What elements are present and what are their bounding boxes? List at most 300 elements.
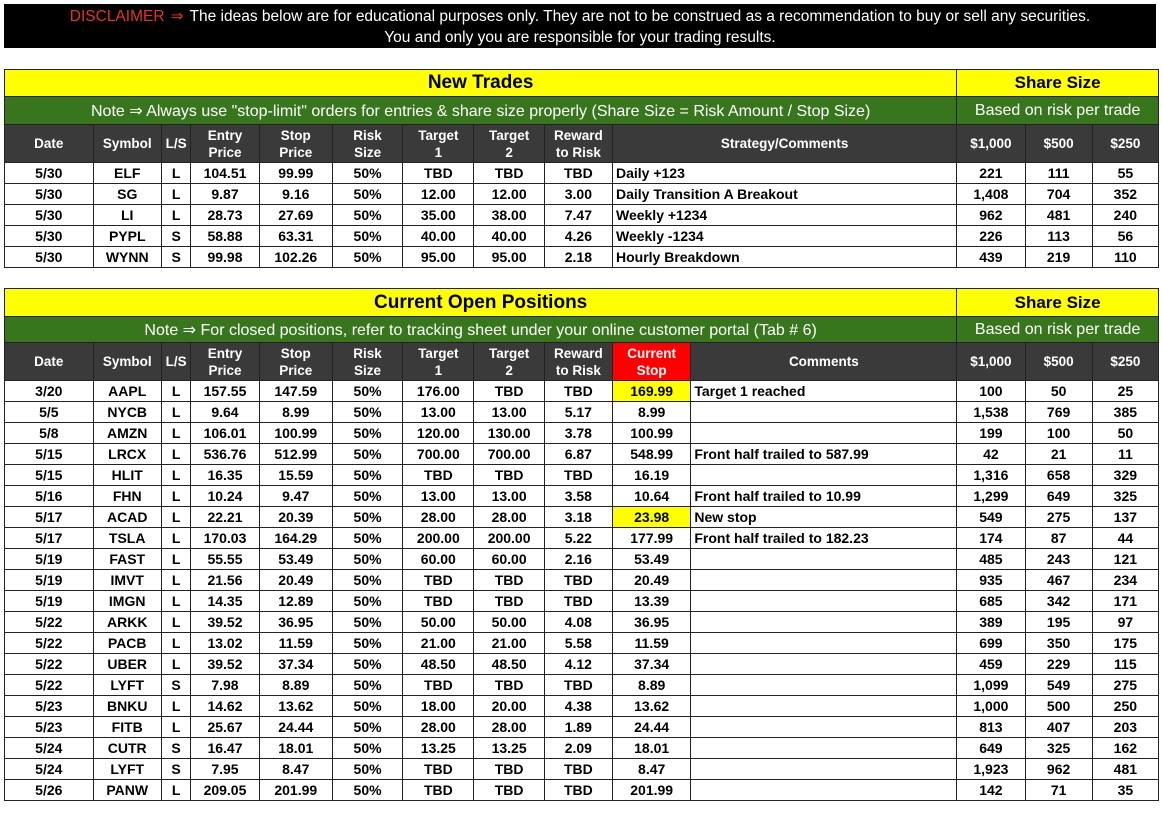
open-positions-body — [5, 381, 1159, 801]
cell-target-2: 50.00 — [474, 612, 544, 633]
cell-target-2: 40.00 — [474, 226, 544, 247]
table-row — [5, 717, 1159, 738]
disclaimer-banner — [4, 4, 1156, 48]
cell-target-2: 21.00 — [474, 633, 544, 654]
cell-target-1: 13.00 — [403, 486, 474, 507]
cell-share-1000: 459 — [957, 654, 1025, 675]
header-target-1: Target 1 — [403, 125, 474, 163]
cell-risk-size: 50% — [332, 184, 402, 205]
cell-entry-price: 39.52 — [191, 654, 259, 675]
cell-share-250: 250 — [1092, 696, 1158, 717]
cell-risk-size: 50% — [332, 205, 402, 226]
table-row — [5, 675, 1159, 696]
cell-reward-to-risk: TBD — [544, 163, 612, 184]
cell-date: 5/22 — [5, 654, 94, 675]
cell-share-1000: 1,538 — [957, 402, 1025, 423]
cell-reward-to-risk: 5.22 — [544, 528, 612, 549]
new-trades-risk-note: Based on risk per trade — [957, 97, 1159, 125]
cell-current-stop: 10.64 — [612, 486, 690, 507]
cell-current-stop: 16.19 — [612, 465, 690, 486]
cell-share-500: 87 — [1025, 528, 1092, 549]
cell-target-1: TBD — [403, 675, 474, 696]
cell-share-500: 769 — [1025, 402, 1092, 423]
cell-stop-price: 20.39 — [259, 507, 332, 528]
cell-entry-price: 157.55 — [191, 381, 259, 402]
cell-share-250: 481 — [1092, 759, 1158, 780]
cell-current-stop: 548.99 — [612, 444, 690, 465]
cell-symbol: BNKU — [93, 696, 161, 717]
cell-ls: S — [161, 759, 191, 780]
header-risk-size: Risk Size — [332, 343, 402, 381]
cell-comments — [691, 570, 957, 591]
header-target-2: Target 2 — [474, 343, 544, 381]
cell-share-250: 352 — [1092, 184, 1158, 205]
cell-comments: Target 1 reached — [691, 381, 957, 402]
cell-date: 5/22 — [5, 675, 94, 696]
cell-entry-price: 22.21 — [191, 507, 259, 528]
new-trades-title: New Trades — [5, 70, 957, 97]
cell-target-1: 60.00 — [403, 549, 474, 570]
cell-target-2: 48.50 — [474, 654, 544, 675]
cell-entry-price: 536.76 — [191, 444, 259, 465]
cell-current-stop: 201.99 — [612, 780, 690, 801]
cell-symbol: AAPL — [93, 381, 161, 402]
cell-symbol: WYNN — [93, 247, 161, 268]
cell-entry-price: 13.02 — [191, 633, 259, 654]
cell-entry-price: 16.47 — [191, 738, 259, 759]
disclaimer-text-1: The ideas below are for educational purposes only. They are not to be construed as a recommendation to buy or sell any securities. — [189, 8, 1091, 25]
cell-share-1000: 685 — [957, 591, 1025, 612]
open-positions-title: Current Open Positions — [5, 289, 957, 317]
header-comments: Strategy/Comments — [612, 125, 956, 163]
cell-current-stop: 11.59 — [612, 633, 690, 654]
cell-share-250: 385 — [1092, 402, 1158, 423]
cell-date: 5/22 — [5, 633, 94, 654]
cell-stop-price: 100.99 — [259, 423, 332, 444]
cell-comments — [691, 738, 957, 759]
header-reward-to-risk: Reward to Risk — [544, 343, 612, 381]
cell-share-1000: 1,923 — [957, 759, 1025, 780]
cell-symbol: PANW — [93, 780, 161, 801]
cell-target-1: 18.00 — [403, 696, 474, 717]
cell-share-250: 240 — [1092, 205, 1158, 226]
table-row — [5, 465, 1159, 486]
cell-comments: Daily +123 — [612, 163, 956, 184]
cell-ls: L — [161, 780, 191, 801]
cell-symbol: ARKK — [93, 612, 161, 633]
cell-target-2: 60.00 — [474, 549, 544, 570]
cell-risk-size: 50% — [332, 738, 402, 759]
cell-reward-to-risk: TBD — [544, 570, 612, 591]
cell-stop-price: 164.29 — [259, 528, 332, 549]
cell-risk-size: 50% — [332, 633, 402, 654]
cell-reward-to-risk: 3.00 — [544, 184, 612, 205]
cell-date: 5/30 — [5, 205, 94, 226]
cell-date: 5/26 — [5, 780, 94, 801]
new-trades-body — [5, 163, 1159, 268]
cell-share-1000: 699 — [957, 633, 1025, 654]
table-row — [5, 163, 1159, 184]
new-trades-note: Note ⇒ Always use "stop-limit" orders for entries & share size properly (Share Size = Risk Amount / Stop Size) — [5, 97, 957, 125]
cell-date: 5/30 — [5, 247, 94, 268]
cell-stop-price: 15.59 — [259, 465, 332, 486]
cell-comments — [691, 717, 957, 738]
cell-entry-price: 209.05 — [191, 780, 259, 801]
cell-entry-price: 7.95 — [191, 759, 259, 780]
cell-risk-size: 50% — [332, 402, 402, 423]
cell-share-1000: 962 — [957, 205, 1025, 226]
cell-date: 5/19 — [5, 570, 94, 591]
cell-symbol: TSLA — [93, 528, 161, 549]
disclaimer-text-2: You and only you are responsible for your trading results. — [384, 29, 776, 46]
header-symbol: Symbol — [93, 343, 161, 381]
cell-target-2: 20.00 — [474, 696, 544, 717]
cell-risk-size: 50% — [332, 465, 402, 486]
cell-share-250: 115 — [1092, 654, 1158, 675]
cell-stop-price: 27.69 — [259, 205, 332, 226]
cell-ls: L — [161, 696, 191, 717]
cell-date: 5/17 — [5, 507, 94, 528]
cell-risk-size: 50% — [332, 591, 402, 612]
cell-target-1: 176.00 — [403, 381, 474, 402]
cell-symbol: LRCX — [93, 444, 161, 465]
cell-share-1000: 1,316 — [957, 465, 1025, 486]
open-positions-header-row — [5, 343, 1159, 381]
cell-symbol: SG — [93, 184, 161, 205]
cell-stop-price: 512.99 — [259, 444, 332, 465]
open-positions-risk-note: Based on risk per trade — [957, 317, 1159, 343]
cell-target-1: TBD — [403, 570, 474, 591]
cell-share-500: 481 — [1025, 205, 1092, 226]
cell-share-500: 195 — [1025, 612, 1092, 633]
cell-target-2: 700.00 — [474, 444, 544, 465]
cell-symbol: FHN — [93, 486, 161, 507]
disclaimer-label: DISCLAIMER — [69, 8, 165, 25]
cell-stop-price: 53.49 — [259, 549, 332, 570]
cell-target-1: 120.00 — [403, 423, 474, 444]
cell-share-1000: 439 — [957, 247, 1025, 268]
cell-ls: L — [161, 444, 191, 465]
open-positions-note: Note ⇒ For closed positions, refer to tracking sheet under your online customer portal (Tab # 6) — [5, 317, 957, 343]
table-row — [5, 633, 1159, 654]
cell-ls: L — [161, 717, 191, 738]
cell-risk-size: 50% — [332, 612, 402, 633]
cell-share-250: 171 — [1092, 591, 1158, 612]
cell-share-250: 50 — [1092, 423, 1158, 444]
cell-ls: L — [161, 528, 191, 549]
table-row — [5, 591, 1159, 612]
table-row — [5, 423, 1159, 444]
cell-risk-size: 50% — [332, 570, 402, 591]
cell-entry-price: 106.01 — [191, 423, 259, 444]
cell-current-stop: 18.01 — [612, 738, 690, 759]
cell-share-500: 407 — [1025, 717, 1092, 738]
cell-current-stop: 24.44 — [612, 717, 690, 738]
cell-share-1000: 226 — [957, 226, 1025, 247]
table-row — [5, 654, 1159, 675]
cell-target-1: 13.00 — [403, 402, 474, 423]
cell-ls: L — [161, 591, 191, 612]
open-positions-share-size-title: Share Size — [957, 289, 1159, 317]
cell-reward-to-risk: 4.26 — [544, 226, 612, 247]
cell-entry-price: 14.62 — [191, 696, 259, 717]
header-current-stop: Current Stop — [612, 343, 690, 381]
cell-share-500: 100 — [1025, 423, 1092, 444]
table-row — [5, 612, 1159, 633]
cell-risk-size: 50% — [332, 444, 402, 465]
cell-share-500: 549 — [1025, 675, 1092, 696]
cell-current-stop: 37.34 — [612, 654, 690, 675]
cell-reward-to-risk: 4.38 — [544, 696, 612, 717]
cell-share-500: 649 — [1025, 486, 1092, 507]
cell-stop-price: 11.59 — [259, 633, 332, 654]
cell-target-1: 12.00 — [403, 184, 474, 205]
header-ls: L/S — [161, 125, 191, 163]
header-share-500: $500 — [1025, 343, 1092, 381]
cell-share-500: 467 — [1025, 570, 1092, 591]
cell-reward-to-risk: 6.87 — [544, 444, 612, 465]
table-row — [5, 570, 1159, 591]
table-row — [5, 507, 1159, 528]
cell-current-stop: 8.47 — [612, 759, 690, 780]
table-row — [5, 247, 1159, 268]
cell-date: 5/16 — [5, 486, 94, 507]
table-row — [5, 486, 1159, 507]
cell-comments: Front half trailed to 587.99 — [691, 444, 957, 465]
cell-share-250: 25 — [1092, 381, 1158, 402]
cell-current-stop: 13.39 — [612, 591, 690, 612]
cell-comments — [691, 465, 957, 486]
cell-reward-to-risk: 5.58 — [544, 633, 612, 654]
cell-stop-price: 201.99 — [259, 780, 332, 801]
cell-target-2: 200.00 — [474, 528, 544, 549]
header-date: Date — [5, 343, 94, 381]
cell-target-2: 130.00 — [474, 423, 544, 444]
cell-date: 5/15 — [5, 444, 94, 465]
cell-risk-size: 50% — [332, 675, 402, 696]
cell-target-2: 13.00 — [474, 486, 544, 507]
cell-target-2: 13.25 — [474, 738, 544, 759]
table-row — [5, 528, 1159, 549]
cell-entry-price: 14.35 — [191, 591, 259, 612]
cell-risk-size: 50% — [332, 486, 402, 507]
cell-share-500: 275 — [1025, 507, 1092, 528]
cell-share-500: 658 — [1025, 465, 1092, 486]
cell-share-250: 55 — [1092, 163, 1158, 184]
cell-target-1: 50.00 — [403, 612, 474, 633]
cell-current-stop: 177.99 — [612, 528, 690, 549]
cell-share-500: 113 — [1025, 226, 1092, 247]
cell-target-2: TBD — [474, 163, 544, 184]
cell-target-2: 95.00 — [474, 247, 544, 268]
cell-current-stop: 100.99 — [612, 423, 690, 444]
cell-target-1: 35.00 — [403, 205, 474, 226]
cell-ls: L — [161, 549, 191, 570]
cell-symbol: IMVT — [93, 570, 161, 591]
cell-entry-price: 58.88 — [191, 226, 259, 247]
cell-ls: S — [161, 675, 191, 696]
cell-comments — [691, 675, 957, 696]
cell-date: 5/30 — [5, 226, 94, 247]
cell-symbol: FITB — [93, 717, 161, 738]
cell-reward-to-risk: TBD — [544, 780, 612, 801]
cell-entry-price: 25.67 — [191, 717, 259, 738]
cell-date: 5/15 — [5, 465, 94, 486]
cell-date: 5/17 — [5, 528, 94, 549]
header-share-250: $250 — [1092, 343, 1158, 381]
cell-comments: Front half trailed to 182.23 — [691, 528, 957, 549]
cell-share-1000: 42 — [957, 444, 1025, 465]
cell-current-stop: 8.89 — [612, 675, 690, 696]
cell-target-1: 40.00 — [403, 226, 474, 247]
cell-ls: L — [161, 612, 191, 633]
cell-share-500: 350 — [1025, 633, 1092, 654]
cell-share-250: 203 — [1092, 717, 1158, 738]
cell-share-1000: 199 — [957, 423, 1025, 444]
header-ls: L/S — [161, 343, 191, 381]
cell-target-1: 13.25 — [403, 738, 474, 759]
cell-ls: L — [161, 465, 191, 486]
cell-target-1: TBD — [403, 780, 474, 801]
header-entry-price: Entry Price — [191, 343, 259, 381]
cell-entry-price: 104.51 — [191, 163, 259, 184]
cell-comments: Weekly +1234 — [612, 205, 956, 226]
cell-symbol: UBER — [93, 654, 161, 675]
cell-target-2: TBD — [474, 759, 544, 780]
table-row — [5, 184, 1159, 205]
cell-target-2: 38.00 — [474, 205, 544, 226]
cell-symbol: CUTR — [93, 738, 161, 759]
cell-entry-price: 39.52 — [191, 612, 259, 633]
table-row — [5, 549, 1159, 570]
cell-target-1: TBD — [403, 759, 474, 780]
cell-stop-price: 9.16 — [259, 184, 332, 205]
cell-share-250: 35 — [1092, 780, 1158, 801]
cell-stop-price: 8.89 — [259, 675, 332, 696]
cell-comments — [691, 759, 957, 780]
cell-reward-to-risk: TBD — [544, 675, 612, 696]
cell-share-500: 704 — [1025, 184, 1092, 205]
cell-date: 5/30 — [5, 184, 94, 205]
cell-risk-size: 50% — [332, 423, 402, 444]
cell-share-500: 500 — [1025, 696, 1092, 717]
cell-entry-price: 170.03 — [191, 528, 259, 549]
cell-entry-price: 16.35 — [191, 465, 259, 486]
cell-entry-price: 10.24 — [191, 486, 259, 507]
cell-share-1000: 174 — [957, 528, 1025, 549]
cell-target-1: TBD — [403, 591, 474, 612]
cell-comments: Hourly Breakdown — [612, 247, 956, 268]
cell-risk-size: 50% — [332, 759, 402, 780]
header-target-2: Target 2 — [474, 125, 544, 163]
cell-share-500: 71 — [1025, 780, 1092, 801]
cell-date: 5/19 — [5, 591, 94, 612]
cell-reward-to-risk: TBD — [544, 381, 612, 402]
cell-symbol: HLIT — [93, 465, 161, 486]
cell-share-1000: 100 — [957, 381, 1025, 402]
cell-share-1000: 221 — [957, 163, 1025, 184]
cell-symbol: LI — [93, 205, 161, 226]
cell-entry-price: 21.56 — [191, 570, 259, 591]
cell-date: 5/23 — [5, 696, 94, 717]
header-comments: Comments — [691, 343, 957, 381]
cell-share-250: 56 — [1092, 226, 1158, 247]
cell-comments — [691, 423, 957, 444]
cell-ls: S — [161, 247, 191, 268]
cell-share-1000: 1,408 — [957, 184, 1025, 205]
cell-risk-size: 50% — [332, 654, 402, 675]
cell-ls: L — [161, 486, 191, 507]
cell-share-1000: 813 — [957, 717, 1025, 738]
cell-share-250: 234 — [1092, 570, 1158, 591]
cell-target-1: 21.00 — [403, 633, 474, 654]
cell-reward-to-risk: 2.18 — [544, 247, 612, 268]
cell-symbol: FAST — [93, 549, 161, 570]
cell-risk-size: 50% — [332, 381, 402, 402]
cell-stop-price: 147.59 — [259, 381, 332, 402]
cell-target-2: TBD — [474, 780, 544, 801]
header-target-1: Target 1 — [403, 343, 474, 381]
cell-stop-price: 36.95 — [259, 612, 332, 633]
cell-share-500: 50 — [1025, 381, 1092, 402]
cell-share-250: 137 — [1092, 507, 1158, 528]
cell-target-2: TBD — [474, 570, 544, 591]
cell-target-2: TBD — [474, 381, 544, 402]
header-entry-price: Entry Price — [191, 125, 259, 163]
cell-risk-size: 50% — [332, 717, 402, 738]
cell-ls: L — [161, 633, 191, 654]
cell-symbol: LYFT — [93, 759, 161, 780]
cell-reward-to-risk: 3.18 — [544, 507, 612, 528]
header-stop-price: Stop Price — [259, 343, 332, 381]
header-reward-to-risk: Reward to Risk — [544, 125, 612, 163]
cell-share-250: 110 — [1092, 247, 1158, 268]
cell-stop-price: 9.47 — [259, 486, 332, 507]
cell-share-1000: 935 — [957, 570, 1025, 591]
cell-share-1000: 549 — [957, 507, 1025, 528]
cell-target-1: 200.00 — [403, 528, 474, 549]
cell-current-stop: 13.62 — [612, 696, 690, 717]
cell-symbol: ELF — [93, 163, 161, 184]
cell-share-500: 219 — [1025, 247, 1092, 268]
cell-risk-size: 50% — [332, 507, 402, 528]
cell-reward-to-risk: 2.09 — [544, 738, 612, 759]
header-date: Date — [5, 125, 94, 163]
cell-ls: L — [161, 507, 191, 528]
cell-comments — [691, 696, 957, 717]
cell-current-stop: 169.99 — [612, 381, 690, 402]
cell-stop-price: 24.44 — [259, 717, 332, 738]
cell-target-1: TBD — [403, 465, 474, 486]
cell-target-2: 12.00 — [474, 184, 544, 205]
arrow-icon: ⇒ — [170, 8, 184, 25]
cell-reward-to-risk: 4.12 — [544, 654, 612, 675]
cell-current-stop: 8.99 — [612, 402, 690, 423]
table-row — [5, 444, 1159, 465]
cell-share-250: 162 — [1092, 738, 1158, 759]
cell-current-stop: 36.95 — [612, 612, 690, 633]
cell-target-2: 28.00 — [474, 717, 544, 738]
new-trades-table — [4, 69, 1159, 268]
cell-reward-to-risk: 5.17 — [544, 402, 612, 423]
cell-ls: L — [161, 381, 191, 402]
cell-comments — [691, 654, 957, 675]
cell-share-500: 962 — [1025, 759, 1092, 780]
cell-share-1000: 485 — [957, 549, 1025, 570]
cell-share-500: 243 — [1025, 549, 1092, 570]
cell-reward-to-risk: 3.58 — [544, 486, 612, 507]
cell-share-1000: 649 — [957, 738, 1025, 759]
